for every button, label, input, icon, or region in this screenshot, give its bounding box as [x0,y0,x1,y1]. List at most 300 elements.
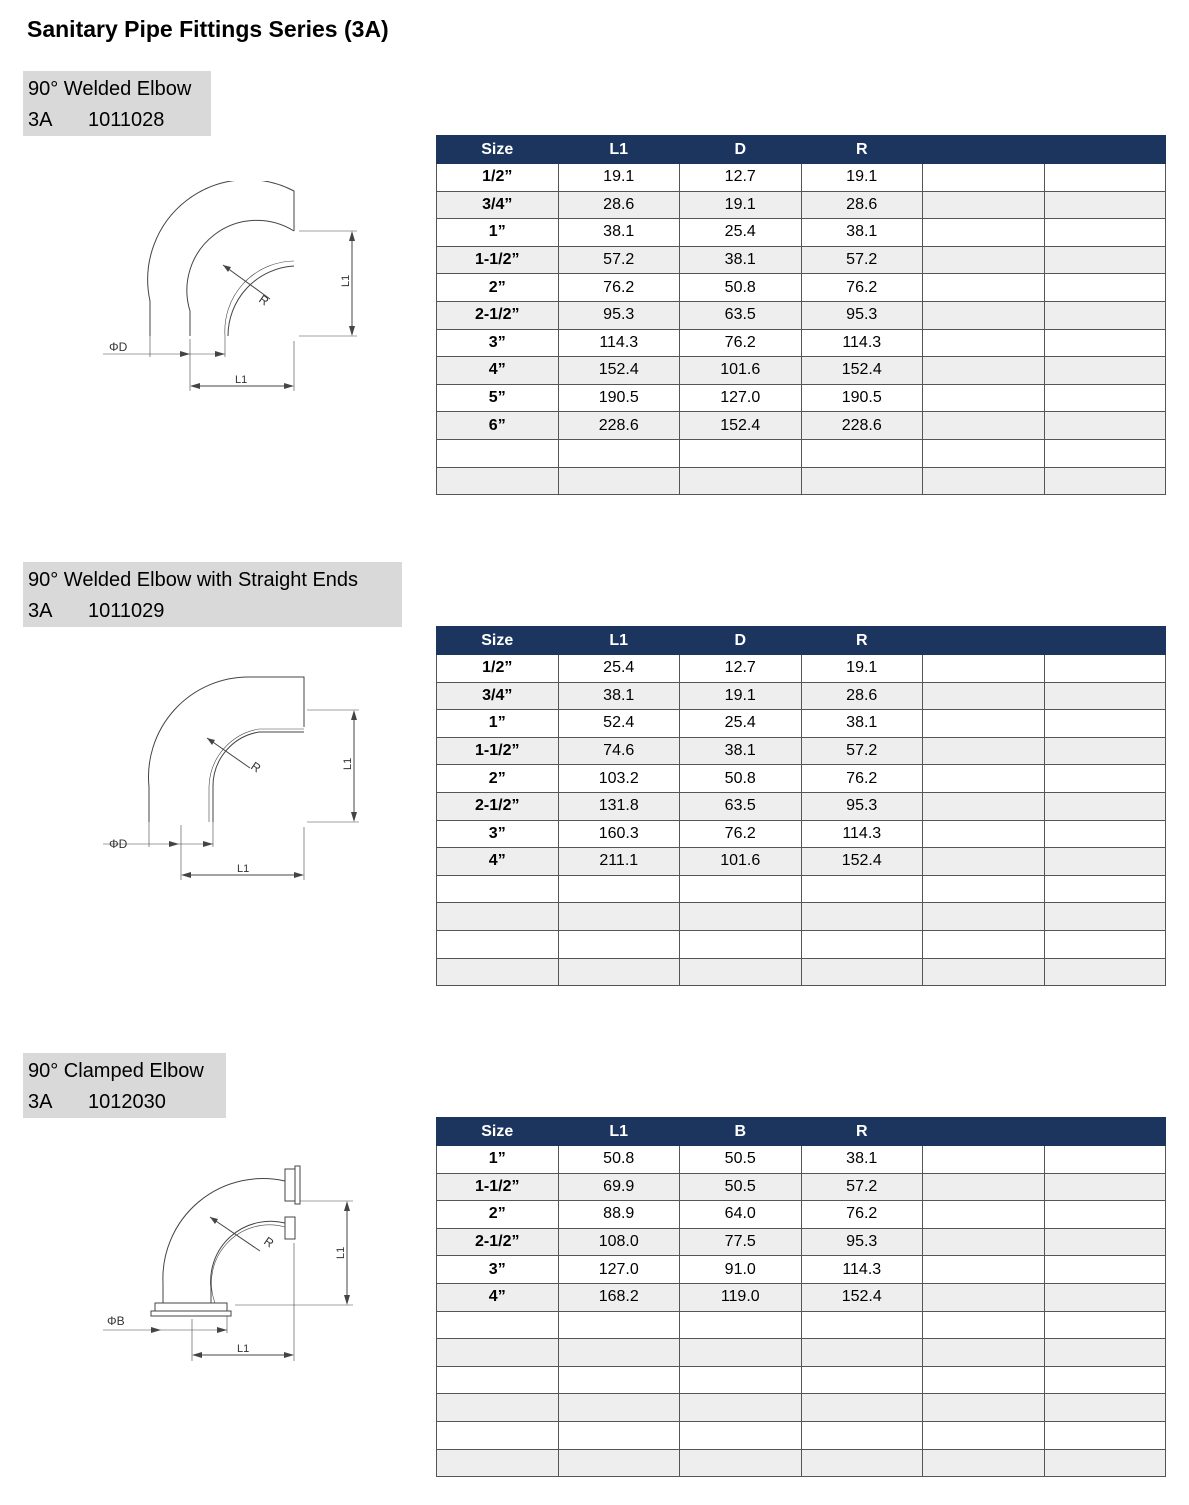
table-cell: 160.3 [558,820,680,848]
product-name: 90° Clamped Elbow [28,1060,204,1082]
table-row [437,412,1166,440]
table-row [437,930,1166,958]
column-header [1044,136,1166,164]
table-cell: 95.3 [558,301,680,329]
table-cell: 19.1 [801,655,923,683]
product-code: 1011028 [88,109,165,131]
table-cell [1044,820,1166,848]
table-cell [801,1421,923,1449]
table-cell [923,710,1045,738]
column-header: Size [437,1118,559,1146]
table-cell: 190.5 [558,384,680,412]
table-row [437,467,1166,495]
table-row [437,357,1166,385]
table-cell: 57.2 [801,246,923,274]
spec-table [436,135,1166,495]
elbow-drawing [95,672,395,892]
table-cell [923,384,1045,412]
table-cell [680,439,802,467]
table-cell [1044,357,1166,385]
size-cell: 3/4” [437,682,559,710]
column-header: R [801,136,923,164]
table-cell [680,467,802,495]
table-cell [1044,219,1166,247]
table-cell [923,737,1045,765]
table-row [437,875,1166,903]
size-cell [437,439,559,467]
table-cell: 38.1 [801,1146,923,1174]
table-cell [680,930,802,958]
table-cell [923,848,1045,876]
table-row [437,792,1166,820]
column-header [923,627,1045,655]
radius-label: R [256,291,272,309]
size-cell: 1-1/2” [437,246,559,274]
size-cell: 5” [437,384,559,412]
size-cell: 2-1/2” [437,301,559,329]
table-cell [923,329,1045,357]
table-cell [680,1421,802,1449]
table-row [437,820,1166,848]
size-cell [437,467,559,495]
table-cell [923,246,1045,274]
table-cell [558,1421,680,1449]
table-cell: 152.4 [801,1283,923,1311]
table-cell [1044,412,1166,440]
product-standard: 3A [28,600,53,622]
table-cell [801,467,923,495]
page-title: Sanitary Pipe Fittings Series (3A) [27,16,389,42]
table-cell: 114.3 [801,1256,923,1284]
table-cell: 63.5 [680,301,802,329]
product-code-line [28,1087,226,1117]
table-cell: 63.5 [680,792,802,820]
product-code-line [28,105,211,135]
table-cell [1044,903,1166,931]
table-cell: 95.3 [801,1228,923,1256]
table-row [437,1201,1166,1229]
size-cell [437,1449,559,1477]
table-cell [1044,1256,1166,1284]
table-cell [923,1173,1045,1201]
size-cell: 2-1/2” [437,1228,559,1256]
table-cell [801,1339,923,1367]
product-standard: 3A [28,109,53,131]
table-cell [923,412,1045,440]
table-row [437,682,1166,710]
table-cell [1044,329,1166,357]
table-cell [923,903,1045,931]
table-cell [1044,191,1166,219]
product-label [23,71,211,136]
column-header: B [680,1118,802,1146]
table-cell: 91.0 [680,1256,802,1284]
table-cell: 52.4 [558,710,680,738]
table-cell [923,1228,1045,1256]
table-cell: 25.4 [558,655,680,683]
radius-label: R [261,1233,277,1251]
table-row [437,710,1166,738]
l1-vertical-label: L1 [342,757,354,770]
table-cell [801,1449,923,1477]
size-cell [437,903,559,931]
table-cell: 88.9 [558,1201,680,1229]
size-cell [437,930,559,958]
table-row [437,329,1166,357]
table-cell [1044,655,1166,683]
table-cell [558,875,680,903]
radius-label: R [248,758,264,776]
table-cell [558,903,680,931]
table-cell [923,820,1045,848]
table-cell [1044,710,1166,738]
table-row [437,164,1166,192]
table-cell [1044,274,1166,302]
table-cell [1044,1146,1166,1174]
spec-table [436,626,1166,986]
table-row [437,1283,1166,1311]
diameter-label: ΦD [109,837,128,851]
table-cell: 19.1 [680,682,802,710]
table-cell [558,467,680,495]
table-cell [1044,875,1166,903]
l1-horizontal-label: L1 [237,863,250,875]
column-header: L1 [558,1118,680,1146]
table-cell [680,1366,802,1394]
table-row [437,1228,1166,1256]
table-cell [1044,792,1166,820]
table-cell [923,765,1045,793]
l1-vertical-label: L1 [340,274,352,287]
table-cell: 50.5 [680,1173,802,1201]
table-cell: 77.5 [680,1228,802,1256]
product-code: 1012030 [88,1091,166,1113]
table-cell [1044,1366,1166,1394]
table-cell [558,1311,680,1339]
table-cell [801,439,923,467]
size-cell: 1” [437,1146,559,1174]
table-cell [923,1283,1045,1311]
table-cell [680,1449,802,1477]
size-cell: 3” [437,329,559,357]
column-header: Size [437,627,559,655]
table-cell [923,301,1045,329]
table-cell [680,903,802,931]
table-cell: 25.4 [680,219,802,247]
size-cell: 2” [437,1201,559,1229]
table-cell: 76.2 [801,274,923,302]
table-header-row [437,627,1166,655]
table-cell: 228.6 [558,412,680,440]
table-cell [1044,930,1166,958]
table-row [437,737,1166,765]
l1-horizontal-label: L1 [235,374,248,386]
size-cell [437,1366,559,1394]
table-cell: 69.9 [558,1173,680,1201]
column-header [1044,627,1166,655]
size-cell: 3/4” [437,191,559,219]
table-row [437,274,1166,302]
table-cell [923,219,1045,247]
table-cell [923,467,1045,495]
l1-vertical-label: L1 [335,1246,347,1259]
column-header: L1 [558,136,680,164]
table-cell [1044,958,1166,986]
column-header: R [801,1118,923,1146]
table-cell [923,191,1045,219]
table-row [437,1256,1166,1284]
table-cell: 114.3 [801,329,923,357]
table-cell: 50.5 [680,1146,802,1174]
table-cell [558,1394,680,1422]
section-clamped-elbow [0,1053,1189,1505]
table-cell [923,930,1045,958]
size-cell: 3” [437,1256,559,1284]
column-header: R [801,627,923,655]
size-cell: 4” [437,1283,559,1311]
table-cell: 168.2 [558,1283,680,1311]
table-cell [923,1146,1045,1174]
table-cell [1044,765,1166,793]
table-cell: 76.2 [801,765,923,793]
table-cell: 50.8 [680,274,802,302]
table-cell [923,1201,1045,1229]
table-cell [801,1394,923,1422]
size-cell [437,1311,559,1339]
section-welded-elbow [0,71,1189,531]
table-cell: 50.8 [558,1146,680,1174]
table-cell [923,655,1045,683]
product-name: 90° Welded Elbow [28,78,192,100]
table-cell: 101.6 [680,357,802,385]
size-cell: 1/2” [437,164,559,192]
table-cell [923,1449,1045,1477]
table-row [437,1366,1166,1394]
table-header-row [437,1118,1166,1146]
size-cell [437,1421,559,1449]
table-cell [923,1394,1045,1422]
column-header: D [680,136,802,164]
table-cell: 114.3 [558,329,680,357]
size-cell: 4” [437,848,559,876]
table-cell: 95.3 [801,301,923,329]
table-cell: 152.4 [801,848,923,876]
elbow-drawing [95,181,395,401]
table-cell: 114.3 [801,820,923,848]
table-cell [1044,1173,1166,1201]
table-cell [1044,1421,1166,1449]
table-cell [558,1339,680,1367]
column-header [1044,1118,1166,1146]
table-cell [1044,1339,1166,1367]
size-cell: 1-1/2” [437,737,559,765]
table-cell: 38.1 [801,219,923,247]
table-cell: 131.8 [558,792,680,820]
table-cell [1044,164,1166,192]
table-cell: 127.0 [558,1256,680,1284]
size-cell: 1-1/2” [437,1173,559,1201]
size-cell: 1” [437,710,559,738]
table-cell: 19.1 [680,191,802,219]
table-cell [558,1366,680,1394]
table-cell [1044,384,1166,412]
table-row [437,1311,1166,1339]
table-row [437,1173,1166,1201]
size-cell: 4” [437,357,559,385]
table-cell: 28.6 [558,191,680,219]
table-cell [558,958,680,986]
table-cell [558,439,680,467]
table-cell: 211.1 [558,848,680,876]
table-cell [1044,737,1166,765]
size-cell: 1” [437,219,559,247]
table-cell: 190.5 [801,384,923,412]
table-cell [801,1366,923,1394]
table-cell: 152.4 [558,357,680,385]
table-cell [1044,246,1166,274]
table-cell [801,1311,923,1339]
size-cell [437,1339,559,1367]
table-cell [1044,682,1166,710]
section-welded-elbow-straight-ends [0,562,1189,1022]
table-row [437,1339,1166,1367]
table-cell: 38.1 [680,737,802,765]
product-name: 90° Welded Elbow with Straight Ends [28,569,359,591]
table-cell [1044,1283,1166,1311]
table-cell [1044,439,1166,467]
table-cell [923,1339,1045,1367]
size-cell: 6” [437,412,559,440]
table-cell [923,682,1045,710]
table-cell [1044,301,1166,329]
table-cell: 38.1 [680,246,802,274]
table-row [437,246,1166,274]
table-row [437,903,1166,931]
table-cell [680,875,802,903]
table-cell: 152.4 [680,412,802,440]
table-cell: 12.7 [680,164,802,192]
table-cell: 28.6 [801,191,923,219]
table-cell [923,792,1045,820]
table-cell: 76.2 [680,820,802,848]
table-cell: 95.3 [801,792,923,820]
table-cell [680,1339,802,1367]
size-cell [437,875,559,903]
table-cell [1044,1394,1166,1422]
spec-table [436,1117,1166,1477]
table-cell: 38.1 [801,710,923,738]
table-cell [923,958,1045,986]
table-row [437,439,1166,467]
table-cell: 38.1 [558,682,680,710]
table-cell: 74.6 [558,737,680,765]
table-cell: 50.8 [680,765,802,793]
size-cell [437,1394,559,1422]
table-row [437,301,1166,329]
table-cell: 57.2 [558,246,680,274]
table-cell [680,1311,802,1339]
table-cell: 25.4 [680,710,802,738]
table-header-row [437,136,1166,164]
table-row [437,384,1166,412]
size-cell: 2” [437,274,559,302]
diameter-label: ΦB [107,1314,125,1328]
table-cell: 12.7 [680,655,802,683]
product-code-line [28,596,402,626]
table-row [437,765,1166,793]
table-cell: 101.6 [680,848,802,876]
table-cell: 19.1 [558,164,680,192]
product-label [23,562,402,627]
table-cell [1044,467,1166,495]
column-header: Size [437,136,559,164]
product-label [23,1053,226,1118]
table-row [437,1394,1166,1422]
table-cell [801,875,923,903]
column-header: L1 [558,627,680,655]
table-cell: 119.0 [680,1283,802,1311]
table-cell [923,439,1045,467]
column-header: D [680,627,802,655]
table-cell [923,1366,1045,1394]
table-cell [680,1394,802,1422]
table-cell [923,1256,1045,1284]
table-cell [801,958,923,986]
size-cell: 2-1/2” [437,792,559,820]
table-row [437,958,1166,986]
table-row [437,1146,1166,1174]
table-cell [1044,1311,1166,1339]
table-cell: 127.0 [680,384,802,412]
table-cell [1044,1228,1166,1256]
elbow-drawing [95,1163,395,1383]
table-cell: 103.2 [558,765,680,793]
table-row [437,191,1166,219]
table-cell [923,875,1045,903]
table-row [437,655,1166,683]
table-cell [923,164,1045,192]
table-cell [680,958,802,986]
diameter-label: ΦD [109,340,128,354]
size-cell: 2” [437,765,559,793]
table-cell: 76.2 [558,274,680,302]
table-cell: 152.4 [801,357,923,385]
table-row [437,219,1166,247]
table-row [437,848,1166,876]
size-cell [437,958,559,986]
table-cell [558,1449,680,1477]
table-cell: 19.1 [801,164,923,192]
table-cell [801,930,923,958]
table-cell: 76.2 [680,329,802,357]
table-cell: 28.6 [801,682,923,710]
table-row [437,1421,1166,1449]
table-row [437,1449,1166,1477]
table-cell [1044,1449,1166,1477]
size-cell: 1/2” [437,655,559,683]
l1-horizontal-label: L1 [237,1343,250,1355]
table-cell [923,1311,1045,1339]
column-header [923,1118,1045,1146]
product-code: 1011029 [88,600,165,622]
table-cell [1044,1201,1166,1229]
table-cell [923,357,1045,385]
table-cell: 57.2 [801,737,923,765]
table-cell [923,274,1045,302]
table-cell [923,1421,1045,1449]
table-cell: 228.6 [801,412,923,440]
table-cell: 108.0 [558,1228,680,1256]
